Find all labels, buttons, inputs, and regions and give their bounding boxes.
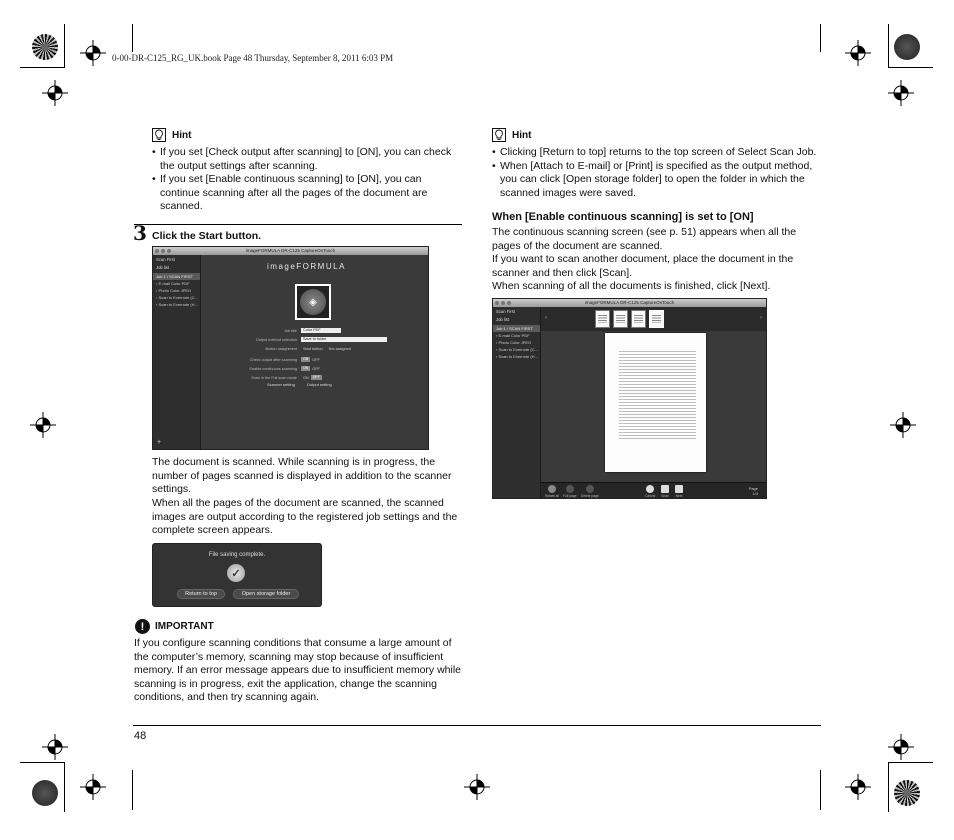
crop-line: [888, 67, 933, 68]
full-page-button[interactable]: Full page: [563, 485, 577, 498]
hint-label: Hint: [512, 129, 532, 141]
registration-mark-icon: [888, 734, 914, 760]
left-hint-box: [152, 128, 462, 214]
toggle-on-label: ON: [303, 375, 309, 380]
page-thumbnail[interactable]: [649, 310, 664, 328]
scroll-right-icon[interactable]: ›: [760, 315, 762, 321]
registration-mark-icon: [80, 774, 106, 800]
color-bar-rosette-icon: [32, 780, 58, 806]
crop-line: [64, 762, 65, 812]
check-output-toggle[interactable]: ON: [303, 357, 309, 361]
window-controls: [155, 249, 171, 253]
registration-mark-icon: [30, 412, 56, 438]
crop-line: [20, 762, 65, 763]
registration-mark-icon: [845, 40, 871, 66]
crop-line: [888, 24, 889, 68]
field-label: Output method selection: [255, 337, 297, 342]
scroll-left-icon[interactable]: ‹: [545, 315, 547, 321]
color-bar-rosette-icon: [32, 34, 58, 60]
settings-row: [267, 382, 332, 387]
sidebar-job-item[interactable]: ▪ Photo Color JPEG: [493, 339, 540, 346]
registration-mark-icon: [890, 412, 916, 438]
exclamation-icon: !: [135, 619, 150, 634]
scanner-setting-button[interactable]: Scanner setting: [267, 382, 295, 387]
field-row: [201, 375, 322, 380]
step-divider: [134, 224, 462, 225]
important-heading: [135, 619, 214, 634]
crop-line: [888, 762, 933, 763]
delete-page-button[interactable]: Delete page: [581, 485, 599, 498]
hint-item: • When [Attach to E-mail] or [Print] is specified as the output method, you can click [Open storage folder] to open the folder in which the scanned images were saved.: [492, 160, 822, 201]
continuous-scan-screenshot: [492, 298, 767, 499]
page-preview: [605, 333, 706, 472]
crop-line: [888, 762, 889, 812]
window-controls: [495, 301, 511, 305]
continuous-scan-toggle[interactable]: ON: [303, 366, 309, 370]
hint-item: • If you set [Check output after scanning] to [ON], you can check the output settings after scanning.: [152, 146, 462, 173]
page-number: 48: [134, 730, 147, 742]
hint-item: • Clicking [Return to top] returns to the top screen of Select Scan Job.: [492, 146, 822, 160]
registration-mark-icon: [464, 774, 490, 800]
page-label: Page: [748, 486, 758, 491]
sidebar-job-item[interactable]: ▪ E-mail Color PDF: [493, 332, 540, 339]
scanning-paragraph: The document is scanned. While scanning is in progress, the number of pages scanned is displayed in addition to the scanner settings.: [152, 456, 452, 496]
page-thumbnail[interactable]: [595, 310, 610, 328]
page-thumbnail[interactable]: [613, 310, 628, 328]
hint-item: • If you set [Enable continuous scanning] to [ON], you can continue scanning after all the pages of the document are scanned.: [152, 173, 462, 214]
field-label: Job title: [283, 328, 297, 333]
field-row: [201, 337, 387, 342]
sidebar-selected-job[interactable]: Job 1 / SCAN FIRST: [153, 273, 200, 280]
sidebar-job-item[interactable]: ▪ E-mail Color PDF: [153, 280, 200, 287]
registration-mark-icon: [42, 80, 68, 106]
start-button[interactable]: [295, 284, 331, 320]
return-to-top-button[interactable]: Return to top: [177, 589, 225, 599]
step-number: 3: [133, 221, 147, 245]
page-indicator: [749, 486, 758, 496]
print-header: 0-00-DR-C125_RG_UK.book Page 48 Thursday, September 8, 2011 6:03 PM: [112, 53, 394, 63]
sidebar-title: Scan First: [496, 309, 515, 314]
field-label: Check output after scanning: [249, 357, 297, 362]
job-sidebar: [493, 307, 541, 498]
right-hint-box: [492, 128, 822, 200]
job-sidebar: [153, 255, 201, 449]
not-assigned-radio[interactable]: Not assigned: [328, 347, 351, 351]
rotate-all-button[interactable]: Rotate all: [545, 485, 559, 498]
hint-label: Hint: [172, 129, 192, 141]
sidebar-job-item[interactable]: ▪ Scan to Evernote (C...: [153, 294, 200, 301]
full-scan-toggle[interactable]: OFF: [312, 375, 320, 379]
window-title: imageFORMULA DR-C125 CaptureOnTouch: [584, 300, 675, 305]
bottom-toolbar: [541, 482, 766, 498]
next-button[interactable]: Next: [675, 485, 683, 498]
color-bar-rosette-icon: [894, 34, 920, 60]
crop-line: [132, 770, 133, 810]
output-setting-button[interactable]: Output setting: [306, 382, 332, 387]
field-label: Button assignment: [265, 347, 297, 351]
continuous-paragraph-3: When scanning of all the documents is finished, click [Next].: [492, 280, 771, 292]
sidebar-subtitle: Job list: [156, 265, 170, 270]
registration-mark-icon: [845, 774, 871, 800]
start-icon: ◈: [300, 289, 326, 315]
window-title: imageFORMULA DR-C125 CaptureOnTouch: [245, 248, 336, 253]
crop-line: [820, 24, 821, 52]
sidebar-title: Scan First: [156, 257, 175, 262]
page-thumbnail[interactable]: [631, 310, 646, 328]
crop-line: [820, 770, 821, 810]
output-method-select[interactable]: Save to folder: [301, 337, 387, 342]
hint-list: [152, 146, 462, 214]
field-row: [201, 366, 320, 371]
field-label: Enable continuous scanning: [249, 366, 297, 371]
open-storage-folder-button[interactable]: Open storage folder: [233, 589, 299, 599]
window-titlebar: [493, 299, 766, 307]
thumbnail-strip: [541, 307, 766, 331]
sidebar-job-item[interactable]: ▪ Scan to Evernote (H...: [493, 353, 540, 360]
sidebar-selected-job[interactable]: Job 1 / SCAN FIRST: [493, 325, 540, 332]
registration-mark-icon: [888, 80, 914, 106]
important-text: If you configure scanning conditions that consume a large amount of the computer’s memory, scanning may stop because of insufficient memory. If an error message appears due to insufficient memory while scanning is in progress, exit the application, change the scanning conditions, and then try scanning again.: [134, 637, 462, 704]
field-label: Scan in the Full scan mode: [251, 375, 297, 380]
lightbulb-icon: [152, 128, 166, 142]
crop-line: [132, 24, 133, 52]
page-text-lines: [619, 351, 696, 441]
lightbulb-icon: [492, 128, 506, 142]
registration-mark-icon: [42, 734, 68, 760]
imageformula-logo: imageFORMULA: [267, 262, 346, 271]
crop-line: [20, 67, 65, 68]
important-label: IMPORTANT: [155, 621, 214, 632]
dialog-message: File saving complete.: [208, 552, 266, 558]
sidebar-job-item[interactable]: ▪ Scan to Evernote (C...: [493, 346, 540, 353]
field-row: [201, 347, 351, 351]
checkmark-icon: ✓: [227, 564, 245, 582]
continuous-scan-subheading: When [Enable continuous scanning] is set to [ON]: [492, 211, 754, 223]
color-bar-rosette-icon: [894, 780, 920, 806]
saving-complete-dialog: [152, 543, 322, 607]
sidebar-job-item[interactable]: ▪ Scan to Evernote (H...: [153, 301, 200, 308]
toggle-off-label: OFF: [312, 366, 320, 371]
complete-paragraph: When all the pages of the document are scanned, the scanned images are output according to the registered job settings and the complete screen appears.: [152, 497, 458, 537]
page-value: 1/4: [752, 491, 758, 496]
hint-list: [492, 146, 822, 200]
field-row: [201, 328, 341, 333]
window-titlebar: [153, 247, 428, 255]
add-job-button[interactable]: +: [157, 439, 162, 446]
footer-rule: [133, 725, 821, 726]
scan-button[interactable]: Scan: [661, 485, 669, 498]
field-row: [201, 357, 320, 362]
continuous-paragraph-2: If you want to scan another document, place the document in the scanner and then click [Scan].: [492, 253, 794, 279]
start-button-radio[interactable]: Start button: [303, 347, 323, 351]
crop-line: [64, 24, 65, 68]
toggle-off-label: OFF: [312, 357, 320, 362]
sidebar-subtitle: Job list: [496, 317, 510, 322]
job-title-input[interactable]: Color PDF: [301, 328, 341, 333]
cancel-button[interactable]: Cancel: [645, 485, 655, 498]
scan-job-screenshot: [152, 246, 429, 450]
hint-heading: [152, 128, 462, 142]
job-main-panel: [201, 255, 428, 449]
hint-heading: [492, 128, 822, 142]
step-label: Click the Start button.: [152, 230, 262, 242]
registration-mark-icon: [80, 40, 106, 66]
continuous-paragraph-1: The continuous scanning screen (see p. 51) appears when all the pages of the document are scanned.: [492, 226, 797, 252]
sidebar-job-item[interactable]: ▪ Photo Color JPEG: [153, 287, 200, 294]
